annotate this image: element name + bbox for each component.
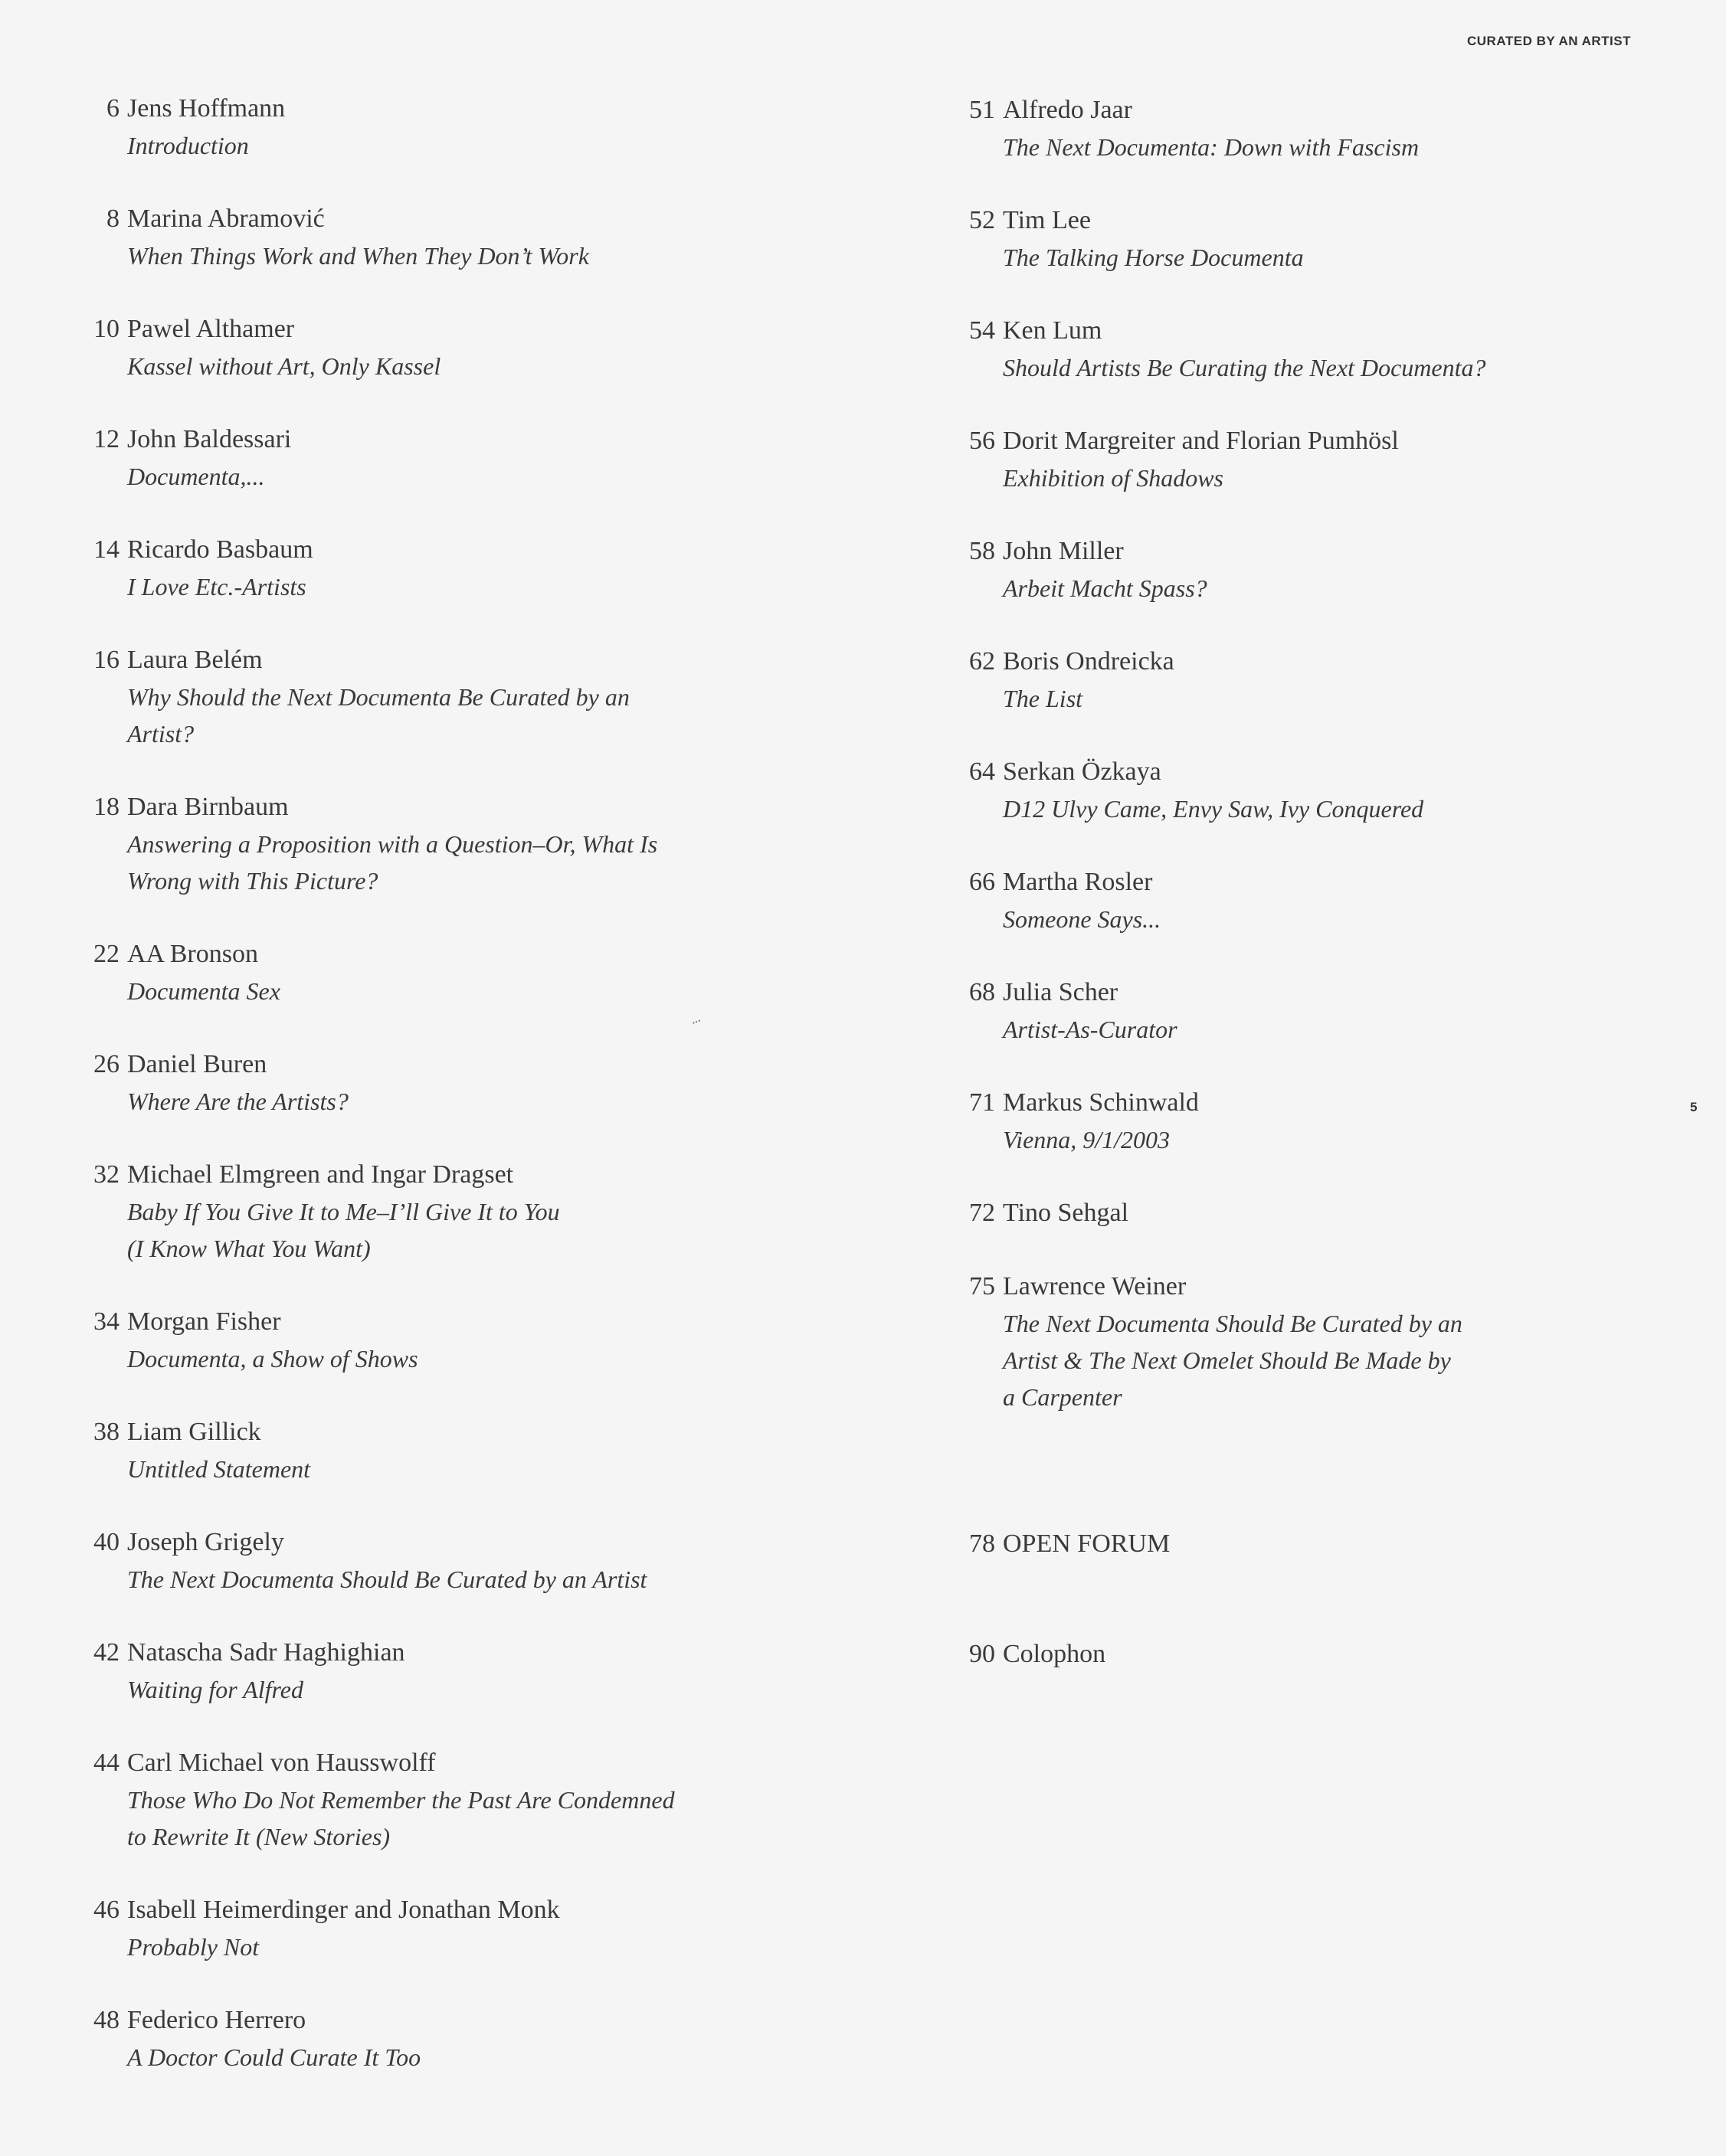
entry-author: Isabell Heimerdinger and Jonathan Monk	[127, 1896, 560, 1924]
entry-page-number: 46	[93, 1896, 120, 1924]
entry-page-number: 12	[93, 425, 120, 453]
entry-title: Where Are the Artists?	[127, 1088, 349, 1115]
entry-title: I Love Etc.-Artists	[127, 573, 306, 600]
entry-title: Vienna, 9/1/2003	[1003, 1126, 1171, 1153]
entry-author: Morgan Fisher	[127, 1307, 281, 1336]
entry-title: Answering a Proposition with a Question–Or, What Is Wrong with This Picture?	[127, 830, 658, 895]
entry-page-number: 54	[969, 316, 995, 345]
entry-page-number: 71	[969, 1088, 995, 1117]
entry-author: Natascha Sadr Haghighian	[127, 1638, 405, 1667]
entry-page-number: 22	[93, 940, 120, 968]
entry-title: Untitled Statement	[127, 1455, 311, 1483]
entry-title: Those Who Do Not Remember the Past Are Condemned to Rewrite It (New Stories)	[127, 1786, 675, 1850]
entry-page-number: 66	[969, 868, 995, 896]
entry-title: The Next Documenta Should Be Curated by an Artist & The Next Omelet Should Be Made by a Carpenter	[1003, 1310, 1462, 1411]
entry-page-number: 18	[93, 793, 120, 821]
entry-title: Artist-As-Curator	[1003, 1016, 1177, 1043]
entry-page-number: 40	[93, 1528, 120, 1556]
entry-title: Someone Says...	[1003, 905, 1161, 933]
entry-author: Lawrence Weiner	[1003, 1272, 1187, 1300]
entry-author: Serkan Özkaya	[1003, 757, 1161, 786]
entry-title: Documenta, a Show of Shows	[127, 1345, 418, 1372]
entry-author: Martha Rosler	[1003, 868, 1153, 896]
entry-author: John Baldessari	[127, 425, 292, 453]
entry-author: Carl Michael von Hausswolff	[127, 1749, 436, 1777]
entry-title: Kassel without Art, Only Kassel	[127, 352, 441, 380]
entry-author: Dara Birnbaum	[127, 793, 289, 821]
entry-title: A Doctor Could Curate It Too	[127, 2043, 421, 2071]
entry-title: Waiting for Alfred	[127, 1676, 303, 1703]
entry-title: Documenta Sex	[127, 977, 280, 1005]
entry-author: Markus Schinwald	[1003, 1088, 1199, 1117]
entry-author: Pawel Althamer	[127, 315, 295, 343]
entry-page-number: 75	[969, 1272, 995, 1300]
entry-title: The Talking Horse Documenta	[1003, 244, 1304, 271]
entry-author: AA Bronson	[127, 940, 258, 968]
entry-author: Ricardo Basbaum	[127, 535, 313, 564]
entry-author: Tim Lee	[1003, 206, 1091, 234]
entry-author: Federico Herrero	[127, 2006, 306, 2034]
entry-page-number: 78	[969, 1529, 995, 1558]
entry-page-number: 58	[969, 537, 995, 565]
entry-author: Joseph Grigely	[127, 1528, 284, 1556]
entry-page-number: 14	[93, 535, 120, 564]
entry-author: Tino Sehgal	[1003, 1199, 1129, 1227]
entry-author: Marina Abramović	[127, 204, 325, 233]
entry-page-number: 38	[93, 1418, 120, 1446]
entry-page-number: 16	[93, 646, 120, 674]
entry-author: Laura Belém	[127, 646, 263, 674]
entry-title: D12 Ulvy Came, Envy Saw, Ivy Conquered	[1003, 795, 1424, 823]
entry-title: Baby If You Give It to Me–I’ll Give It to You (I Know What You Want)	[127, 1198, 560, 1262]
page-number: 5	[1690, 1100, 1698, 1114]
entry-author: Daniel Buren	[127, 1050, 267, 1078]
entry-author: Julia Scher	[1003, 978, 1118, 1006]
entry-author: Alfredo Jaar	[1003, 96, 1132, 124]
entry-title: When Things Work and When They Don’t Work	[127, 242, 589, 270]
entry-page-number: 62	[969, 647, 995, 676]
entry-page-number: 34	[93, 1307, 120, 1336]
entry-title: The List	[1003, 685, 1083, 712]
entry-author: Michael Elmgreen and Ingar Dragset	[127, 1160, 514, 1189]
print-speck	[693, 1020, 702, 1028]
entry-author: OPEN FORUM	[1003, 1529, 1171, 1558]
entry-author: Boris Ondreicka	[1003, 647, 1174, 676]
entry-author: Colophon	[1003, 1640, 1106, 1668]
running-header: CURATED BY AN ARTIST	[1467, 34, 1631, 48]
entry-title: Probably Not	[127, 1933, 260, 1961]
entry-page-number: 6	[106, 94, 120, 123]
entry-author: Liam Gillick	[127, 1418, 261, 1446]
entry-page-number: 44	[93, 1749, 120, 1777]
entry-page-number: 56	[969, 427, 995, 455]
entry-page-number: 10	[93, 315, 120, 343]
entry-page-number: 64	[969, 757, 995, 786]
entry-title: Arbeit Macht Spass?	[1003, 574, 1207, 602]
entry-page-number: 26	[93, 1050, 120, 1078]
entry-title: Exhibition of Shadows	[1003, 464, 1223, 492]
entry-page-number: 72	[969, 1199, 995, 1227]
entry-page-number: 8	[106, 204, 120, 233]
entry-page-number: 48	[93, 2006, 120, 2034]
entry-author: Jens Hoffmann	[127, 94, 286, 123]
entry-title: The Next Documenta Should Be Curated by an Artist	[127, 1565, 647, 1593]
entry-author: Dorit Margreiter and Florian Pumhösl	[1003, 427, 1399, 455]
entry-page-number: 51	[969, 96, 995, 124]
entry-title: The Next Documenta: Down with Fascism	[1003, 133, 1420, 161]
entry-page-number: 90	[969, 1640, 995, 1668]
entry-page-number: 52	[969, 206, 995, 234]
entry-title: Why Should the Next Documenta Be Curated by an Artist?	[127, 683, 630, 748]
entry-author: John Miller	[1003, 537, 1124, 565]
entry-page-number: 68	[969, 978, 995, 1006]
entry-page-number: 32	[93, 1160, 120, 1189]
entry-title: Documenta,...	[127, 463, 265, 490]
entry-title: Introduction	[127, 132, 249, 159]
entry-title: Should Artists Be Curating the Next Documenta?	[1003, 354, 1486, 381]
entry-page-number: 42	[93, 1638, 120, 1667]
entry-author: Ken Lum	[1003, 316, 1102, 345]
